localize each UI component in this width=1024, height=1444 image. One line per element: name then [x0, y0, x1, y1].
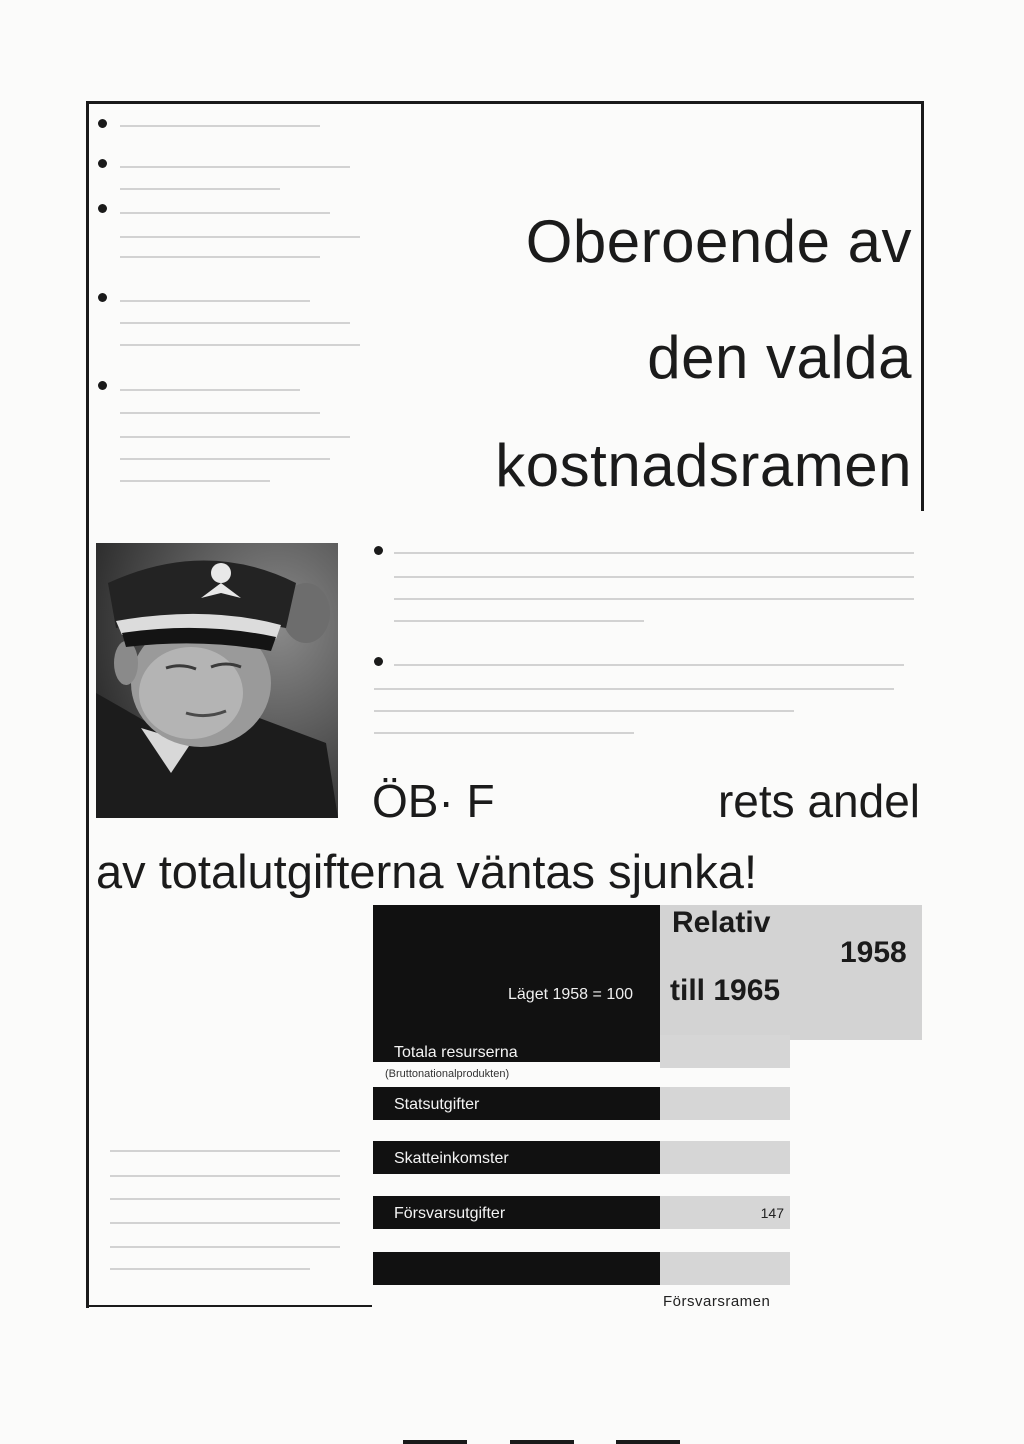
faded-text	[394, 576, 914, 578]
bullet-2	[98, 159, 107, 168]
bar-value-label-3: 147	[760, 1205, 784, 1221]
faded-text	[120, 322, 350, 324]
bar-value-2	[660, 1141, 790, 1174]
faded-text	[120, 344, 360, 346]
bar-value-4	[660, 1252, 790, 1285]
faded-text	[120, 436, 350, 438]
caption-line-2: av totalutgifterna väntas sjunka!	[96, 845, 758, 898]
bottom-mark	[403, 1440, 467, 1444]
bar-row-3	[373, 1196, 790, 1229]
bullet-5	[98, 381, 107, 390]
bottom-mark	[616, 1440, 680, 1444]
faded-text	[110, 1246, 340, 1248]
faded-text	[374, 688, 894, 690]
bullet-1	[98, 119, 107, 128]
officer-photo	[96, 543, 338, 818]
headline-line-3: kostnadsramen	[495, 432, 912, 499]
frame-left-line	[86, 101, 89, 1308]
faded-text	[120, 412, 320, 414]
faded-text	[120, 236, 360, 238]
faded-text	[120, 125, 320, 127]
frame-bottom-line	[86, 1305, 372, 1307]
faded-text	[120, 458, 330, 460]
faded-text	[374, 710, 794, 712]
faded-text	[110, 1175, 340, 1177]
bullet-6	[374, 546, 383, 555]
bar-row-1	[373, 1087, 790, 1120]
bar-row-4	[373, 1252, 790, 1285]
headline-line-2: den valda	[647, 324, 912, 391]
faded-text	[110, 1222, 340, 1224]
bar-value-0	[660, 1035, 790, 1068]
caption-part-2: rets andel	[717, 775, 920, 827]
bar-label-2: Skatteinkomster	[394, 1150, 509, 1167]
faded-text	[120, 256, 320, 258]
bottom-mark	[510, 1440, 574, 1444]
chart-title-2: 1958	[840, 936, 907, 969]
headline-line-1: Oberoende av	[525, 208, 912, 275]
faded-text	[394, 620, 644, 622]
faded-text	[120, 300, 310, 302]
chart-footer-label: Försvarsramen	[663, 1293, 771, 1310]
bullet-3	[98, 204, 107, 213]
faded-text	[120, 480, 270, 482]
chart-subnote: (Bruttonationalprodukten)	[385, 1068, 510, 1080]
faded-text	[110, 1268, 310, 1270]
bar-label-1: Statsutgifter	[394, 1096, 480, 1113]
chart-title-1: Relativ	[672, 906, 771, 939]
chart-title-3: till 1965	[670, 974, 781, 1007]
bar-value-1	[660, 1087, 790, 1120]
bar-label-0: Totala resurserna	[394, 1044, 518, 1061]
faded-text	[120, 188, 280, 190]
faded-text	[110, 1150, 340, 1152]
bar-row-2	[373, 1141, 790, 1174]
faded-text	[394, 552, 914, 554]
bar-label-3: Försvarsutgifter	[394, 1205, 506, 1222]
faded-text	[120, 212, 330, 214]
faded-text	[110, 1198, 340, 1200]
bullet-7	[374, 657, 383, 666]
faded-text	[394, 598, 914, 600]
faded-text	[120, 166, 350, 168]
faded-text	[120, 389, 300, 391]
caption-part-1: ÖB· F	[372, 775, 495, 827]
frame-top-line	[86, 101, 924, 104]
bar-row-0	[394, 1035, 790, 1068]
bar-label-bg-4	[373, 1252, 660, 1285]
faded-text	[374, 732, 634, 734]
baseline-label: Läget 1958 = 100	[508, 986, 634, 1003]
faded-text	[394, 664, 904, 666]
bullet-4	[98, 293, 107, 302]
frame-right-line	[921, 101, 924, 511]
